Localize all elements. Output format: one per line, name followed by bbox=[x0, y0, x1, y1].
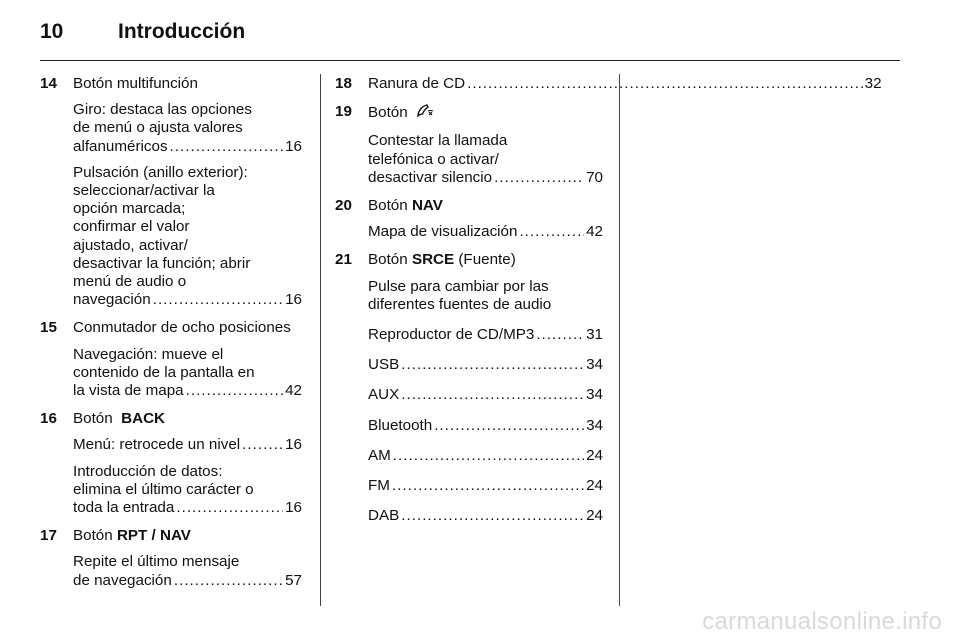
reference-text: navegación bbox=[73, 291, 151, 309]
entry-20 bbox=[335, 197, 603, 241]
reference-text: USB bbox=[368, 356, 400, 374]
label-prefix: Botón bbox=[73, 527, 113, 545]
paragraph-text: Repite el último mensaje bbox=[73, 553, 240, 571]
entry-21 bbox=[335, 251, 603, 525]
page-reference[interactable]: 24 bbox=[586, 507, 603, 525]
label-suffix: (Fuente) bbox=[458, 251, 516, 269]
entry-paragraph bbox=[368, 507, 603, 525]
dot-leader bbox=[392, 477, 584, 495]
button-name: RPT / NAV bbox=[116, 527, 191, 545]
entry-17 bbox=[40, 527, 302, 590]
entry-paragraph bbox=[73, 436, 302, 454]
paragraph-text: Contestar la llamada telefónica o activar/ bbox=[368, 132, 508, 168]
entry-label bbox=[368, 197, 603, 215]
page-reference-line bbox=[73, 291, 302, 309]
page-reference[interactable]: 24 bbox=[586, 446, 603, 464]
label-prefix: Botón bbox=[73, 410, 113, 428]
page-reference-line bbox=[368, 169, 603, 187]
entry-label: Botón multifunción bbox=[73, 75, 198, 92]
reference-text: desactivar silencio bbox=[368, 168, 493, 186]
entry-paragraph bbox=[368, 132, 603, 187]
page-reference-line bbox=[368, 386, 603, 404]
page-reference-line bbox=[368, 417, 603, 435]
page-number: 10 bbox=[40, 20, 64, 43]
watermark: carmanualsonline.info bbox=[702, 608, 942, 635]
dot-leader bbox=[401, 386, 584, 404]
reference-text: AM bbox=[368, 446, 391, 464]
reference-text: FM bbox=[368, 477, 390, 495]
page-reference[interactable]: 57 bbox=[285, 571, 302, 589]
entry-18 bbox=[335, 75, 882, 93]
entry-number: 21 bbox=[335, 251, 352, 269]
reference-text: la vista de mapa bbox=[73, 382, 184, 400]
entry-paragraph bbox=[73, 346, 302, 401]
paragraph-text: Navegación: mueve el contenido de la pantalla en bbox=[73, 345, 255, 381]
dot-leader bbox=[393, 447, 584, 465]
entry-label: Ranura de CD bbox=[368, 75, 466, 92]
page-reference-line bbox=[73, 382, 302, 400]
entry-number: 14 bbox=[40, 75, 57, 92]
entry-number: 19 bbox=[335, 103, 352, 121]
dot-leader bbox=[467, 75, 863, 93]
entry-16 bbox=[40, 410, 302, 517]
entry-paragraph bbox=[368, 356, 603, 374]
reference-text: de navegación bbox=[73, 571, 172, 589]
reference-text: Reproductor de CD/MP3 bbox=[368, 326, 535, 344]
entry-number: 20 bbox=[335, 197, 352, 215]
entry-15 bbox=[40, 319, 302, 400]
page-reference[interactable]: 34 bbox=[586, 386, 603, 404]
column-separator bbox=[619, 74, 620, 606]
button-name: BACK bbox=[121, 410, 166, 428]
button-name: NAV bbox=[411, 197, 443, 215]
entry-paragraph bbox=[368, 417, 603, 435]
reference-text: toda la entrada bbox=[73, 499, 175, 517]
reference-text: Bluetooth bbox=[368, 416, 433, 434]
page-reference[interactable]: 16 bbox=[285, 137, 302, 155]
dot-leader bbox=[494, 169, 584, 187]
dot-leader bbox=[536, 326, 584, 344]
entry-label: Conmutador de ocho posiciones bbox=[73, 319, 291, 337]
entry-number: 17 bbox=[40, 527, 57, 545]
entry-paragraph bbox=[368, 386, 603, 404]
entry-paragraph bbox=[73, 463, 302, 518]
entry-number: 18 bbox=[335, 75, 352, 92]
page-reference[interactable]: 70 bbox=[586, 168, 603, 186]
page-reference-line bbox=[368, 477, 603, 495]
page-reference-line bbox=[368, 356, 603, 374]
entry-paragraph bbox=[368, 326, 603, 344]
page-header bbox=[40, 20, 900, 44]
reference-text: DAB bbox=[368, 507, 400, 525]
page-reference[interactable]: 16 bbox=[285, 291, 302, 309]
entry-paragraph bbox=[73, 101, 302, 156]
right-column bbox=[335, 75, 882, 535]
page-reference[interactable]: 34 bbox=[586, 356, 603, 374]
entry-paragraph bbox=[73, 553, 302, 589]
dot-leader bbox=[170, 138, 284, 156]
button-name: SRCE bbox=[411, 251, 455, 269]
reference-text: Mapa de visualización bbox=[368, 223, 518, 241]
reference-text: Menú: retrocede un nivel bbox=[73, 436, 241, 454]
page-reference[interactable]: 16 bbox=[285, 436, 302, 454]
paragraph-text: Introducción de datos: elimina el último carácter o bbox=[73, 462, 254, 498]
page-title: Introducción bbox=[118, 20, 246, 43]
entry-label bbox=[368, 251, 603, 269]
page-reference[interactable]: 24 bbox=[586, 477, 603, 495]
entry-14 bbox=[40, 75, 302, 309]
paragraph-text: Giro: destaca las opciones de menú o ajusta valores bbox=[73, 101, 252, 137]
paragraph-text: Pulsación (anillo exterior): seleccionar/activar la opción marcada; confirmar el valor ajustado, activar/ desactivar la función; abrir menú de audio o bbox=[73, 163, 251, 291]
header-rule bbox=[40, 60, 900, 61]
dot-leader bbox=[186, 382, 284, 400]
label-prefix: Botón bbox=[368, 251, 408, 269]
dot-leader bbox=[401, 507, 584, 525]
page-reference-line bbox=[73, 436, 302, 454]
entry-paragraph bbox=[368, 278, 603, 314]
left-column bbox=[40, 75, 302, 600]
page-reference[interactable]: 32 bbox=[864, 75, 882, 92]
page-reference[interactable]: 42 bbox=[285, 382, 302, 400]
entry-paragraph bbox=[368, 223, 603, 241]
dot-leader bbox=[242, 436, 283, 454]
entry-paragraph bbox=[368, 477, 603, 495]
page-reference-line bbox=[73, 499, 302, 517]
reference-text: AUX bbox=[368, 386, 400, 404]
reference-text: alfanuméricos bbox=[73, 137, 168, 155]
dot-leader bbox=[519, 223, 584, 241]
page-reference-line bbox=[368, 447, 603, 465]
dot-leader bbox=[176, 499, 283, 517]
entry-label bbox=[368, 103, 603, 124]
page-reference-line bbox=[368, 75, 882, 93]
page-reference-line bbox=[368, 223, 603, 241]
page-reference-line bbox=[73, 138, 302, 156]
dot-leader bbox=[434, 417, 584, 435]
column-separator bbox=[320, 74, 321, 606]
entry-label bbox=[73, 527, 302, 545]
page-reference[interactable]: 16 bbox=[285, 499, 302, 517]
entry-paragraph bbox=[368, 447, 603, 465]
page-reference-line bbox=[368, 507, 603, 525]
paragraph-text: Pulse para cambiar por las diferentes fuentes de audio bbox=[368, 277, 552, 313]
page-reference[interactable]: 42 bbox=[586, 223, 603, 241]
page-reference-line bbox=[73, 572, 302, 590]
page-reference-line bbox=[368, 326, 603, 344]
entry-paragraph bbox=[73, 164, 302, 310]
page-reference[interactable]: 34 bbox=[586, 416, 603, 434]
entry-19 bbox=[335, 103, 603, 187]
dot-leader bbox=[174, 572, 283, 590]
entry-number: 16 bbox=[40, 410, 57, 428]
dot-leader bbox=[401, 356, 584, 374]
label-prefix: Botón bbox=[368, 197, 408, 215]
audio-source-list bbox=[368, 326, 603, 525]
phone-mute-icon bbox=[416, 103, 436, 124]
entry-label bbox=[73, 410, 302, 428]
label-prefix: Botón bbox=[368, 104, 408, 122]
entry-number: 15 bbox=[40, 319, 57, 337]
dot-leader bbox=[153, 291, 283, 309]
page-reference[interactable]: 31 bbox=[586, 326, 603, 344]
